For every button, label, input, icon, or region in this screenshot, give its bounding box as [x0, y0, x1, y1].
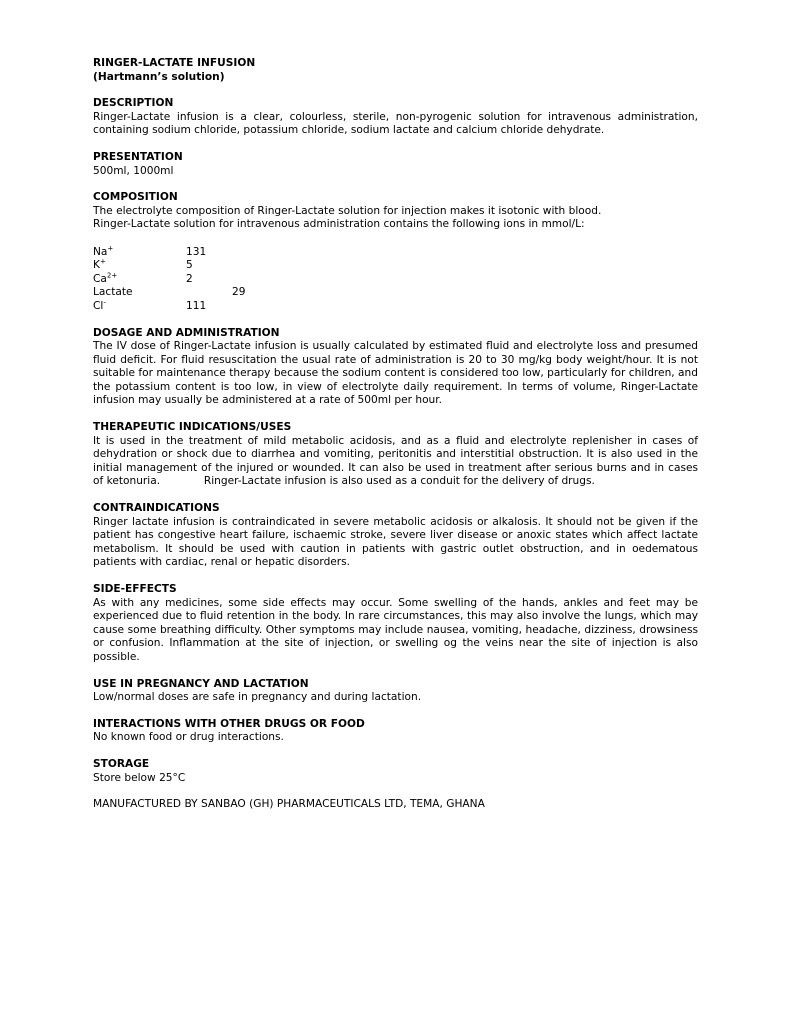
composition-section [93, 191, 698, 313]
contraindications-text: Ringer lactate infusion is contraindicated in severe metabolic acidosis or alkalosis. It should not be given if the patient has congestive heart failure, ischaemic stroke, severe liver disease or anoxic states which affect lactate metabolism. It should be used with caution in patients with gastric outlet obstruction, and in oedematous patients with cardiac, renal or hepatic disorders. [93, 515, 698, 569]
ion-name: K+ [93, 257, 106, 272]
ion-value: 131 [186, 245, 207, 258]
ion-row-lactate [93, 286, 698, 300]
description-section [93, 97, 698, 138]
ion-name: Lactate [93, 286, 133, 299]
document-title: RINGER-LACTATE INFUSION [93, 57, 256, 69]
ion-value: 5 [186, 259, 193, 272]
contraindications-heading: CONTRAINDICATIONS [93, 502, 220, 515]
indications-section [93, 421, 702, 489]
dosage-section [93, 327, 698, 409]
composition-line-2: Ringer-Lactate solution for intravenous administration contains the following ions in mmol/L: [93, 218, 585, 231]
side-effects-section [93, 583, 698, 665]
presentation-section [93, 151, 698, 178]
ion-value: 111 [186, 299, 207, 312]
document-body [93, 57, 702, 812]
storage-text: Store below 25°C [93, 771, 186, 784]
spacer [93, 232, 698, 246]
document-subtitle: (Hartmann’s solution) [93, 70, 225, 83]
indications-heading: THERAPEUTIC INDICATIONS/USES [93, 421, 292, 434]
composition-line-1: The electrolyte composition of Ringer-Lactate solution for injection makes it isotonic with blood. [93, 204, 602, 217]
storage-section [93, 758, 698, 785]
dosage-text: The IV dose of Ringer-Lactate infusion is usually calculated by estimated fluid and electrolyte loss and presumed fluid deficit. For fluid resuscitation the usual rate of administration is 20 to 30 mg/kg body weight/hour. It is not suitable for maintenance therapy because the sodium content is considered too low, particularly for children, and the potassium content is too low, in view of electrolyte daily requirement. In terms of volume, Ringer-Lactate infusion may usually be administered at a rate of 500ml per hour. [93, 340, 698, 407]
ion-name: Cl- [93, 298, 106, 312]
ion-name: $Ca^{2+}$ [93, 271, 118, 285]
presentation-heading: PRESENTATION [93, 150, 183, 163]
interactions-heading: INTERACTIONS WITH OTHER DRUGS OR FOOD [93, 717, 365, 730]
side-effects-text: As with any medicines, some side effects may occur. Some swelling of the hands, ankles and feet may be experienced due to fluid retention in the body. In rare circumstances, this may also involve the lungs, which may cause some breathing difficulty. Other symptoms may include nausea, vomiting, headache, dizziness, drowsiness or confusion. Inflammation at the site of injection, or swelling og the veins near the site of injection is also possible. [93, 596, 698, 663]
ion-value: 29 [232, 286, 246, 299]
ion-row-calcium [93, 273, 698, 287]
ion-list [93, 246, 698, 314]
pregnancy-heading: USE IN PREGNANCY AND LACTATION [93, 677, 309, 690]
ion-row-sodium [93, 246, 698, 260]
description-heading: DESCRIPTION [93, 97, 174, 110]
ion-row-potassium [93, 259, 698, 273]
pregnancy-text: Low/normal doses are safe in pregnancy and during lactation. [93, 691, 422, 704]
manufacturer-line: MANUFACTURED BY SANBAO (GH) PHARMACEUTICALS LTD, TEMA, GHANA [93, 798, 485, 811]
interactions-section [93, 718, 698, 745]
storage-heading: STORAGE [93, 757, 150, 770]
ion-row-chloride [93, 300, 698, 314]
pregnancy-section [93, 678, 698, 705]
interactions-text: No known food or drug interactions. [93, 731, 284, 744]
dosage-heading: DOSAGE AND ADMINISTRATION [93, 326, 280, 339]
ion-name: Na+ [93, 244, 114, 258]
presentation-text: 500ml, 1000ml [93, 164, 174, 177]
description-text: Ringer-Lactate infusion is a clear, colourless, sterile, non-pyrogenic solution for intravenous administration, containing sodium chloride, potassium chloride, sodium lactate and calcium chloride dehydrate. [93, 110, 698, 137]
composition-heading: COMPOSITION [93, 191, 178, 204]
side-effects-heading: SIDE-EFFECTS [93, 583, 177, 595]
ion-value: 2 [186, 272, 193, 285]
contraindications-section [93, 502, 698, 570]
indications-text: It is used in the treatment of mild metabolic acidosis, and as a fluid and electrolyte replenisher in cases of dehydration or shock due to diarrhea and vomiting, peritonitis and interstitial obstruction. It is also used in the initial management of the injured or wounded. It can also be used in treatment after serious burns and in cases of ketonuria. Ringer-Lactate infusion is also used as a conduit for the delivery of drugs. [93, 434, 702, 488]
